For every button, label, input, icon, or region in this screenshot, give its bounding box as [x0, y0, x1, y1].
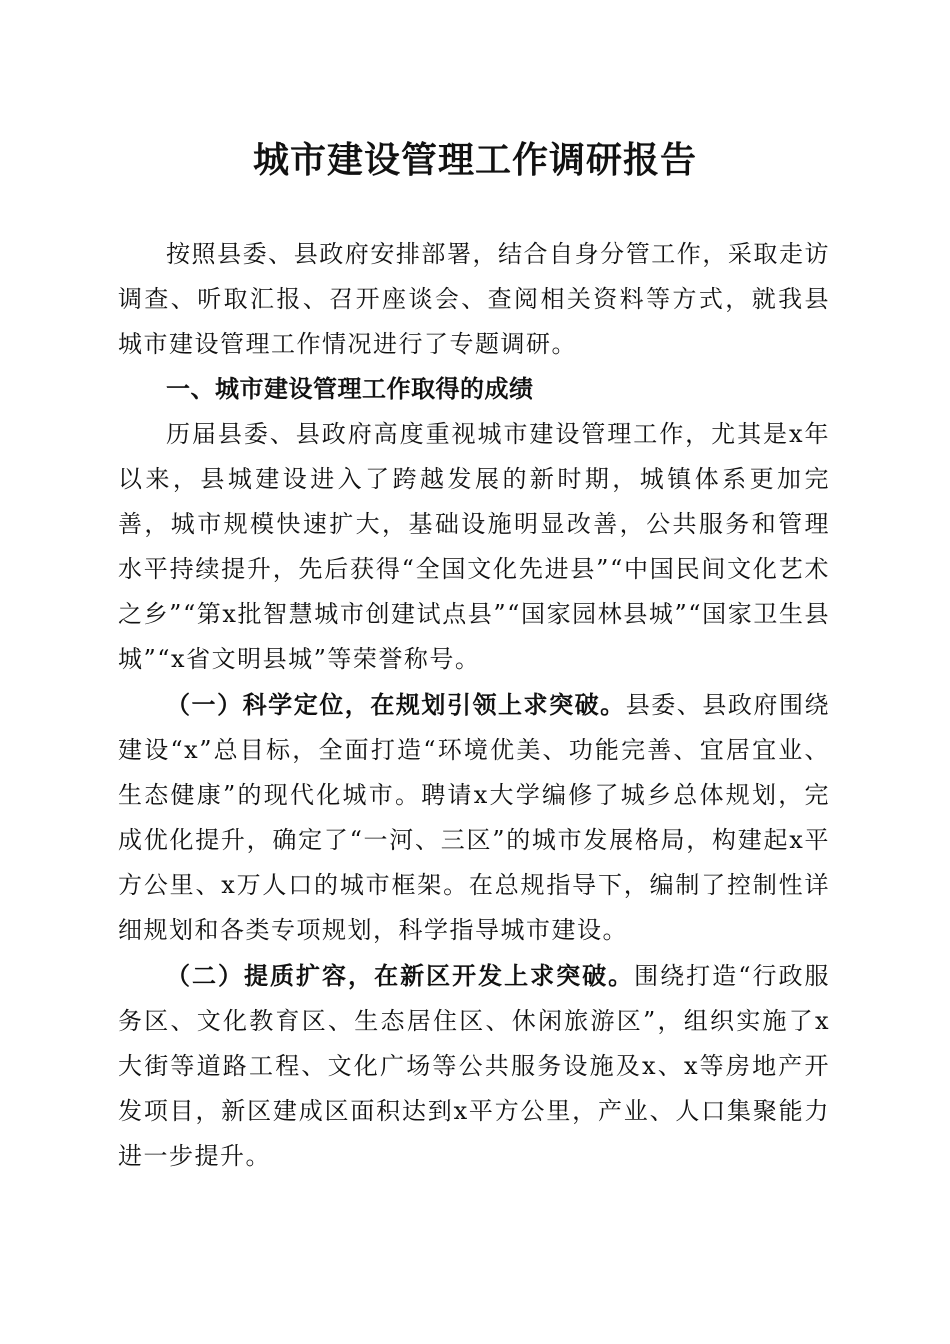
section-heading: 一、城市建设管理工作取得的成绩: [166, 375, 534, 403]
intro-paragraph: 按照县委、县政府安排部署，结合自身分管工作，采取走访调查、听取汇报、召开座谈会、查阅相关资料等方式，就我县城市建设管理工作情况进行了专题调研。: [118, 240, 830, 358]
document-body: [118, 232, 830, 1179]
item-2-paragraph: [118, 953, 830, 1179]
document-title: 城市建设管理工作调研报告: [252, 139, 697, 181]
item-1-paragraph: [118, 682, 830, 953]
item-2-text: 围绕打造“行政服务区、文化教育区、生态居住区、休闲旅游区”，组织实施了x大街等道路工程、文化广场等公共服务设施及x、x等房地产开发项目，新区建成区面积达到x平方公里，产业、人口集聚能力进一步提升。: [118, 962, 830, 1170]
item-1-lead: （一）科学定位，在规划引领上求突破。: [166, 690, 626, 719]
item-2-lead: （二）提质扩容，在新区开发上求突破。: [166, 961, 635, 990]
item-1-text: 县委、县政府围绕建设“x”总目标，全面打造“环境优美、功能完善、宜居宜业、生态健康”的现代化城市。聘请x大学编修了城乡总体规划，完成优化提升，确定了“一河、三区”的城市发展格局，构建起x平方公里、x万人口的城市框架。在总规指导下，编制了控制性详细规划和各类专项规划，科学指导城市建设。: [118, 691, 830, 944]
section-summary-paragraph: 历届县委、县政府高度重视城市建设管理工作，尤其是x年以来，县城建设进入了跨越发展的新时期，城镇体系更加完善，城市规模快速扩大，基础设施明显改善，公共服务和管理水平持续提升，先后获得“全国文化先进县”“中国民间文化艺术之乡”“第x批智慧城市创建试点县”“国家园林县城”“国家卫生县城”“x省文明县城”等荣誉称号。: [118, 420, 830, 673]
